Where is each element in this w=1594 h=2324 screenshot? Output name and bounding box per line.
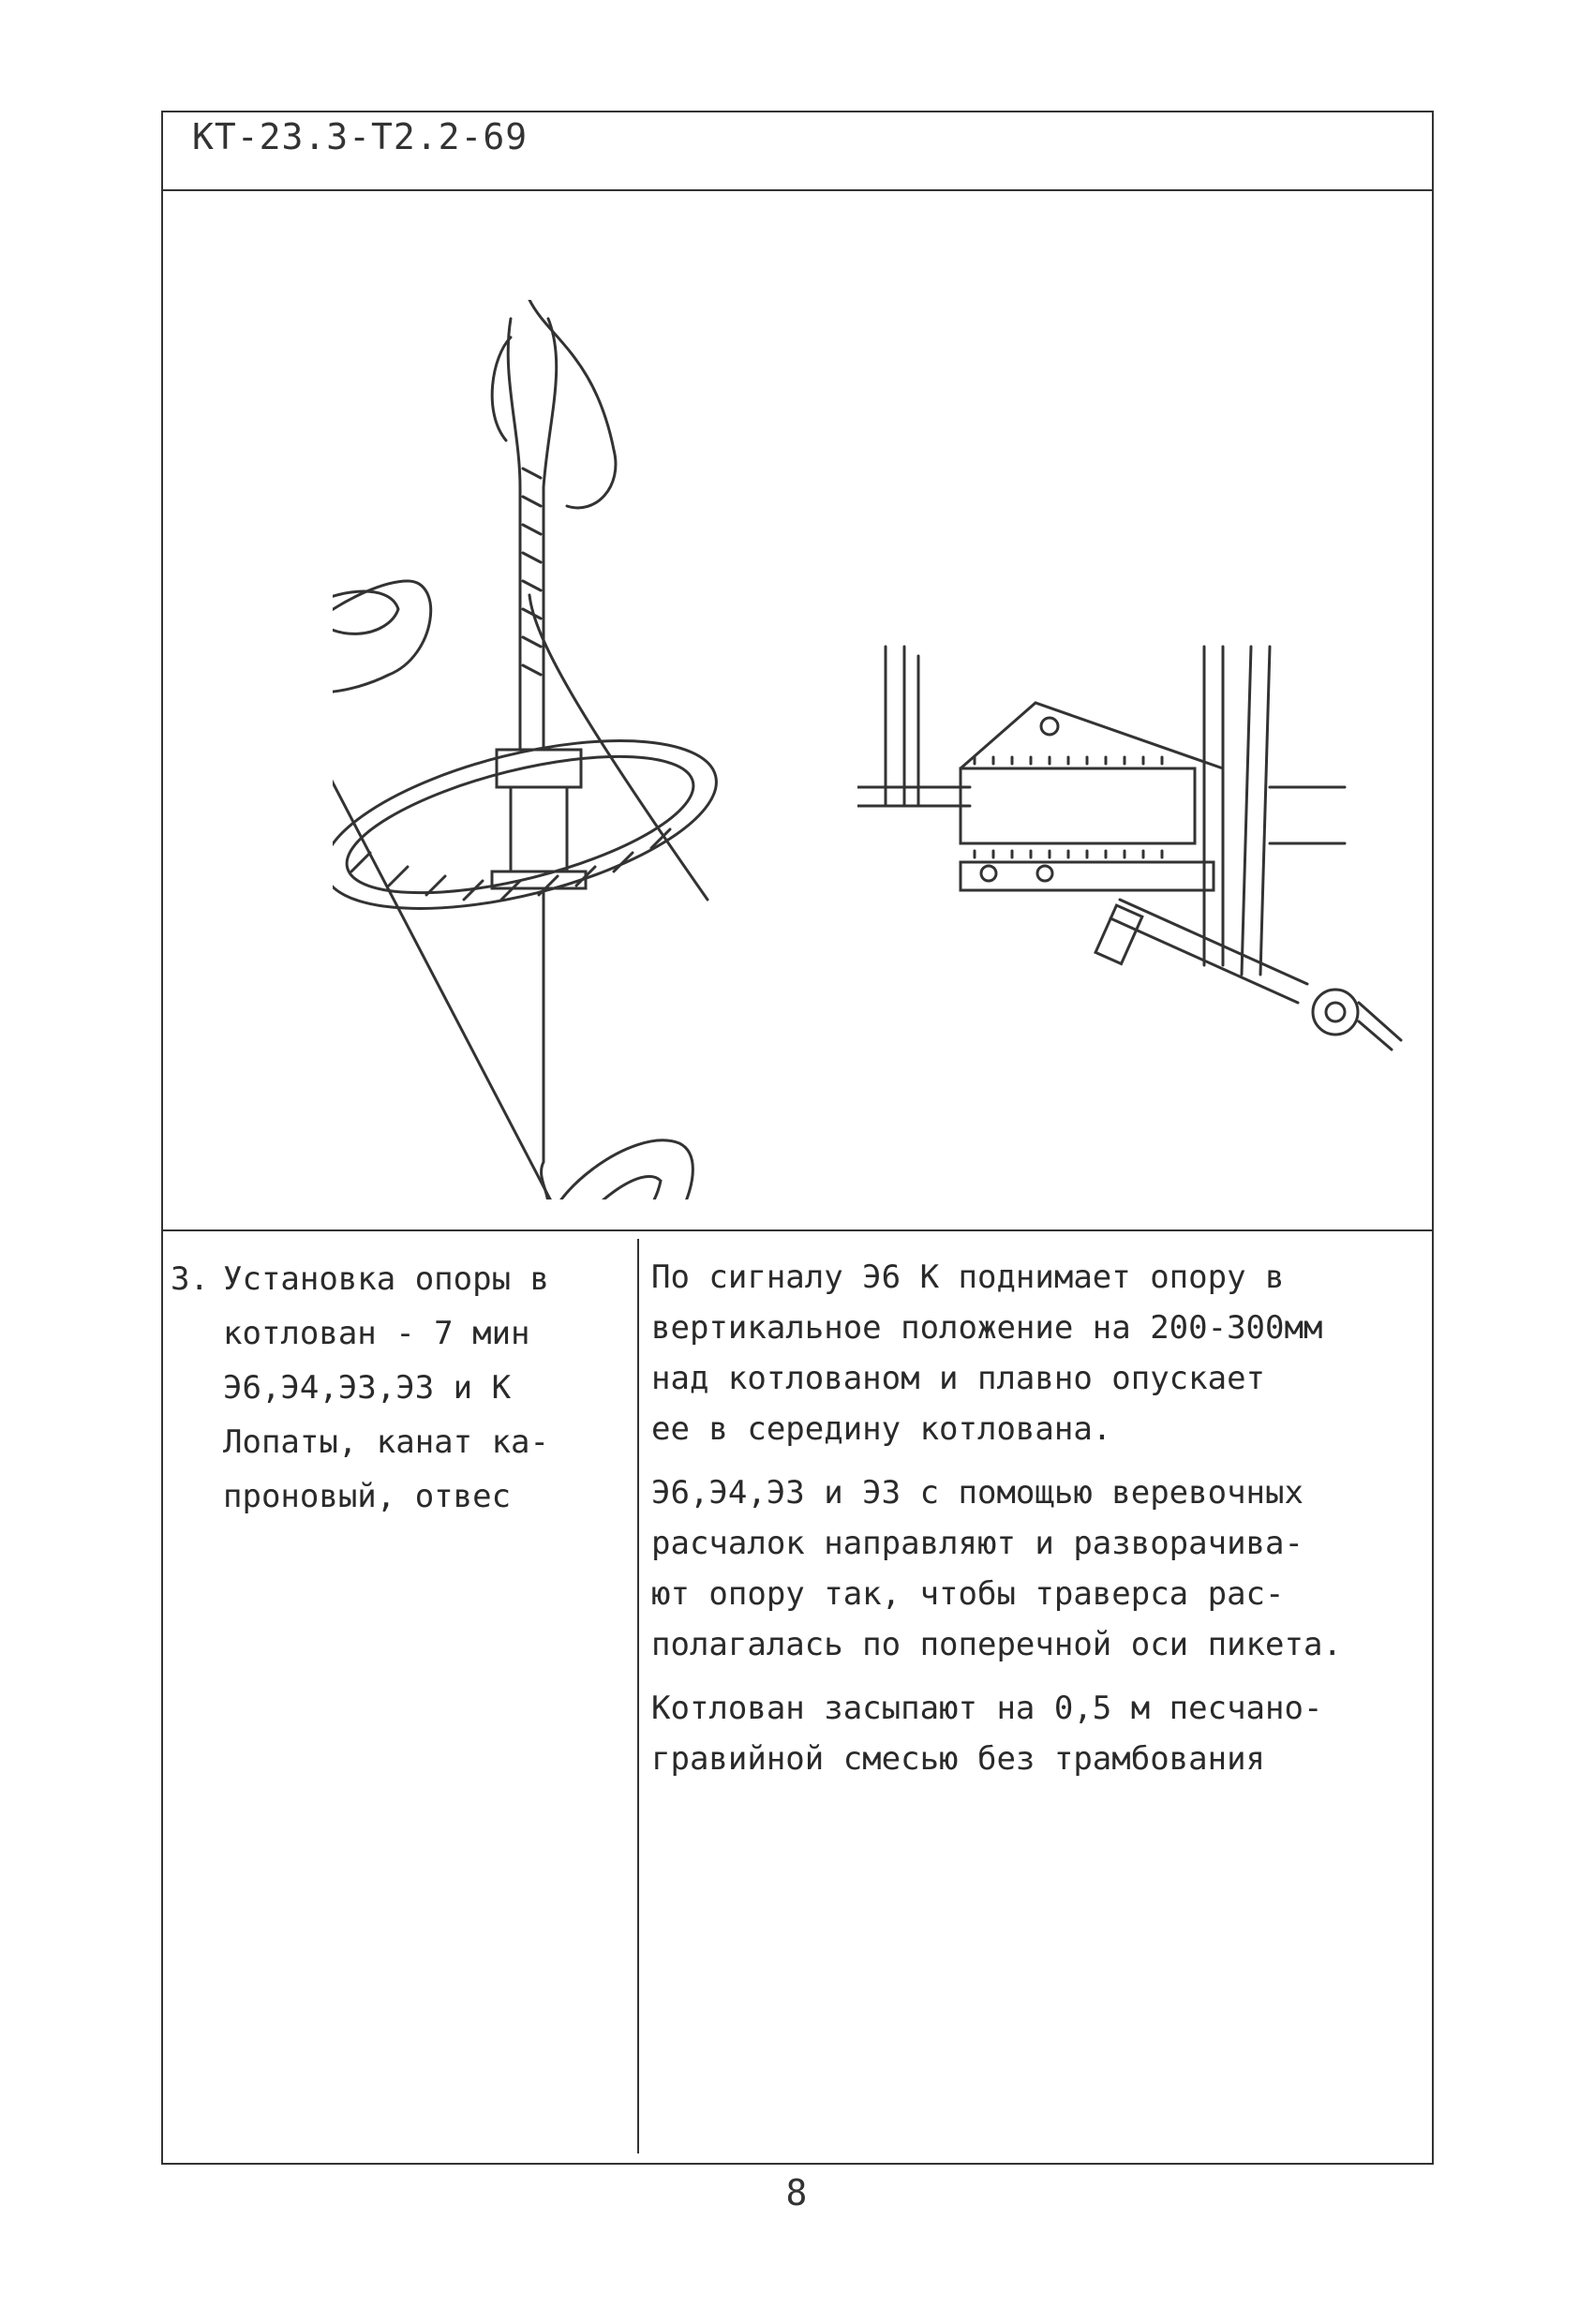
crane-rope-left: [508, 319, 520, 712]
description-line: ее в середину котлована.: [651, 1410, 1112, 1448]
description-line: По сигналу Э6 К поднимает опору в: [651, 1259, 1285, 1296]
description-line: над котлованом и плавно опускает: [651, 1360, 1266, 1397]
description-line: вертикальное положение на 200-300мм: [651, 1309, 1323, 1347]
step-tools-line-2: проновый, отвес: [223, 1478, 512, 1515]
vertical-pole: [1204, 647, 1270, 975]
description-paragraph-1: [651, 1252, 1420, 1454]
step-number: 3.: [171, 1260, 209, 1298]
pole-edge-top: [333, 675, 614, 1199]
description-paragraph-2: [651, 1467, 1420, 1670]
description-line: Э6,Э4,Э3 и Э3 с помощью веревочных: [651, 1474, 1304, 1512]
step-workers: Э6,Э4,Э3,Э3 и К: [223, 1369, 512, 1407]
description-paragraph-3: [651, 1683, 1420, 1784]
step-title-line-2: котлован - 7 мин: [223, 1315, 530, 1352]
document-code: КТ-23.3-Т2.2-69: [192, 116, 529, 157]
column-divider: [637, 1239, 639, 2153]
traverse-body: [961, 768, 1195, 843]
description-line: расчалок направляют и разворачива-: [651, 1525, 1304, 1562]
pole-lifting-illustration: [333, 300, 764, 1199]
description-column: [651, 1252, 1420, 1797]
description-line: полагалась по поперечной оси пикета.: [651, 1626, 1342, 1663]
header-rule: [161, 189, 1434, 191]
step-column: [171, 1252, 611, 1524]
sling-ring: [333, 708, 733, 942]
hook-ring: [1313, 990, 1358, 1035]
step-title-line-1: Установка опоры в: [223, 1260, 549, 1298]
pole-bottom-end: [547, 1140, 693, 1199]
plumb-line: [542, 890, 548, 1199]
page-number: 8: [785, 2172, 808, 2213]
description-line: Котлован засыпают на 0,5 м песчано-: [651, 1690, 1323, 1727]
traverse-detail-illustration: [857, 628, 1410, 1059]
description-line: ют опору так, чтобы траверса рас-: [651, 1575, 1285, 1613]
pole-top-end: [333, 581, 431, 693]
step-tools-line-1: Лопаты, канат ка-: [223, 1423, 549, 1461]
figure-divider: [161, 1229, 1434, 1231]
description-line: гравийной смесью без трамбования: [651, 1740, 1266, 1778]
